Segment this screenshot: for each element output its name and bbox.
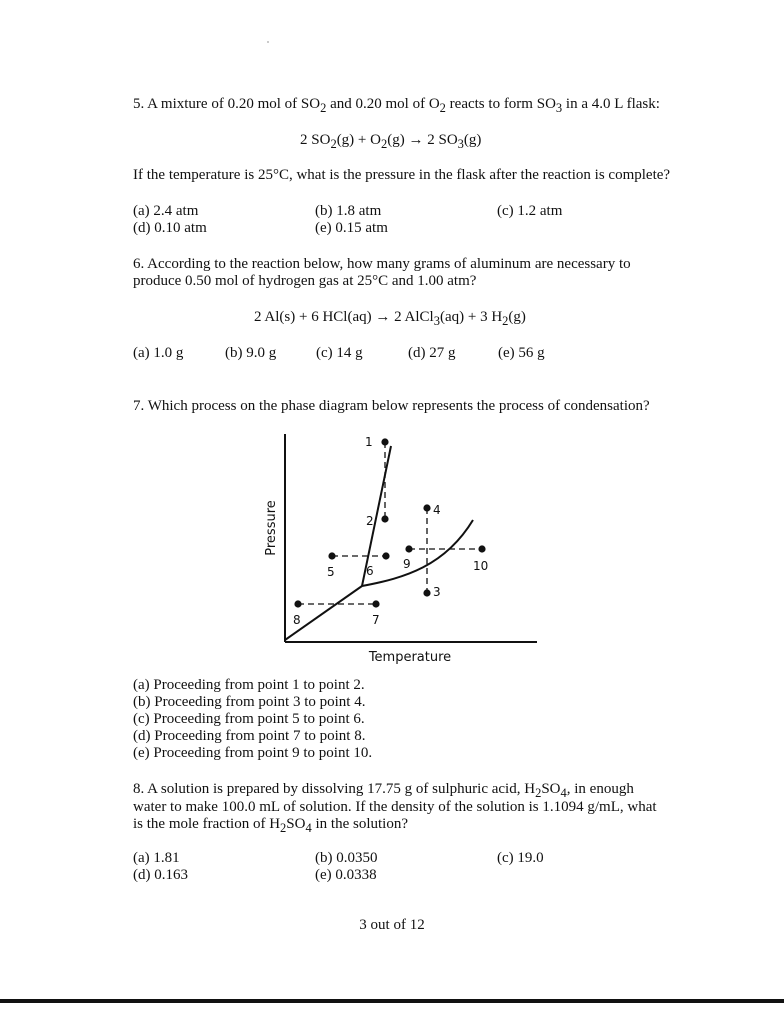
q5-prompt: 5. A mixture of 0.20 mol of $SO_2$ and 0.20 mol of $O_2$ reacts to form $SO_3$ in a 4.0 L flask: <box>133 96 660 115</box>
point-3-label: 3 <box>433 585 441 599</box>
point-8-label: 8 <box>293 613 301 627</box>
q8-line1: 8. A solution is prepared by dissolving 17.75 g of sulphuric acid, $H_2SO_4$, in enough <box>133 781 634 800</box>
page-number: 3 out of 12 <box>359 917 425 933</box>
point-10-marker <box>478 545 485 552</box>
q8-option-d: (d) 0.163 <box>133 867 188 883</box>
q7-option-c: (c) Proceeding from point 5 to point 6. <box>133 711 365 727</box>
temperature-axis-label: Temperature <box>368 650 452 665</box>
point-8-marker <box>294 600 301 607</box>
q8-option-b: (b) 0.0350 <box>315 850 378 866</box>
q6-option-c: (c) 14 g <box>316 345 363 361</box>
point-2-marker <box>381 515 388 522</box>
q8-option-e: (e) 0.0338 <box>315 867 377 883</box>
q8-option-a: (a) 1.81 <box>133 850 180 866</box>
q5-option-d: (d) 0.10 atm <box>133 220 207 236</box>
footer-rule <box>0 999 784 1003</box>
point-2-label: 2 <box>366 514 374 528</box>
scan-speck <box>267 41 269 43</box>
point-5-label: 5 <box>327 565 335 579</box>
point-1-marker <box>381 438 388 445</box>
q7-option-e: (e) Proceeding from point 9 to point 10. <box>133 745 373 761</box>
q7-option-b: (b) Proceeding from point 3 to point 4. <box>133 694 366 710</box>
q5-option-e: (e) 0.15 atm <box>315 220 388 236</box>
point-7-label: 7 <box>372 613 380 627</box>
q6-line2: produce 0.50 mol of hydrogen gas at 25°C and 1.00 atm? <box>133 273 477 289</box>
q6-option-b: (b) 9.0 g <box>225 345 277 361</box>
point-7-marker <box>372 600 379 607</box>
phase-diagram <box>255 428 545 666</box>
q7-option-a: (a) Proceeding from point 1 to point 2. <box>133 677 365 693</box>
point-9-label: 9 <box>403 557 411 571</box>
q5-option-c: (c) 1.2 atm <box>497 203 563 219</box>
point-4-marker <box>423 504 430 511</box>
point-10-label: 10 <box>473 559 489 573</box>
point-3-marker <box>423 589 430 596</box>
pressure-axis-label: Pressure <box>264 500 279 556</box>
q5-equation: 2 $SO_2(g) + O_2(g) \to 2$ $SO_3(g)$ <box>300 132 482 151</box>
point-5-marker <box>328 552 335 559</box>
q5-question: If the temperature is 25°C, what is the pressure in the flask after the reaction is complete? <box>133 167 671 183</box>
q8-option-c: (c) 19.0 <box>497 850 544 866</box>
q6-equation: 2 Al(s) + 6 HCl(aq) → 2 AlCl$_3$(aq) + 3 $H_2(g)$ <box>254 309 526 328</box>
point-6-label: 6 <box>366 564 374 578</box>
q7-option-d: (d) Proceeding from point 7 to point 8. <box>133 728 366 744</box>
q6-option-e: (e) 56 g <box>498 345 545 361</box>
point-9-marker <box>405 545 412 552</box>
point-1-label: 1 <box>365 435 373 449</box>
point-4-label: 4 <box>433 503 441 517</box>
q5-option-a: (a) 2.4 atm <box>133 203 199 219</box>
q7-question: 7. Which process on the phase diagram below represents the process of condensation? <box>133 398 650 414</box>
vaporization-curve <box>362 520 473 586</box>
point-6-marker <box>382 552 389 559</box>
q6-option-a: (a) 1.0 g <box>133 345 184 361</box>
q8-line2: water to make 100.0 mL of solution. If the density of the solution is 1.1094 g/mL, what <box>133 799 657 815</box>
q8-line3: is the mole fraction of $H_2SO_4$ in the solution? <box>133 816 408 835</box>
q6-option-d: (d) 27 g <box>408 345 456 361</box>
q6-line1: 6. According to the reaction below, how many grams of aluminum are necessary to <box>133 256 631 272</box>
q5-option-b: (b) 1.8 atm <box>315 203 382 219</box>
